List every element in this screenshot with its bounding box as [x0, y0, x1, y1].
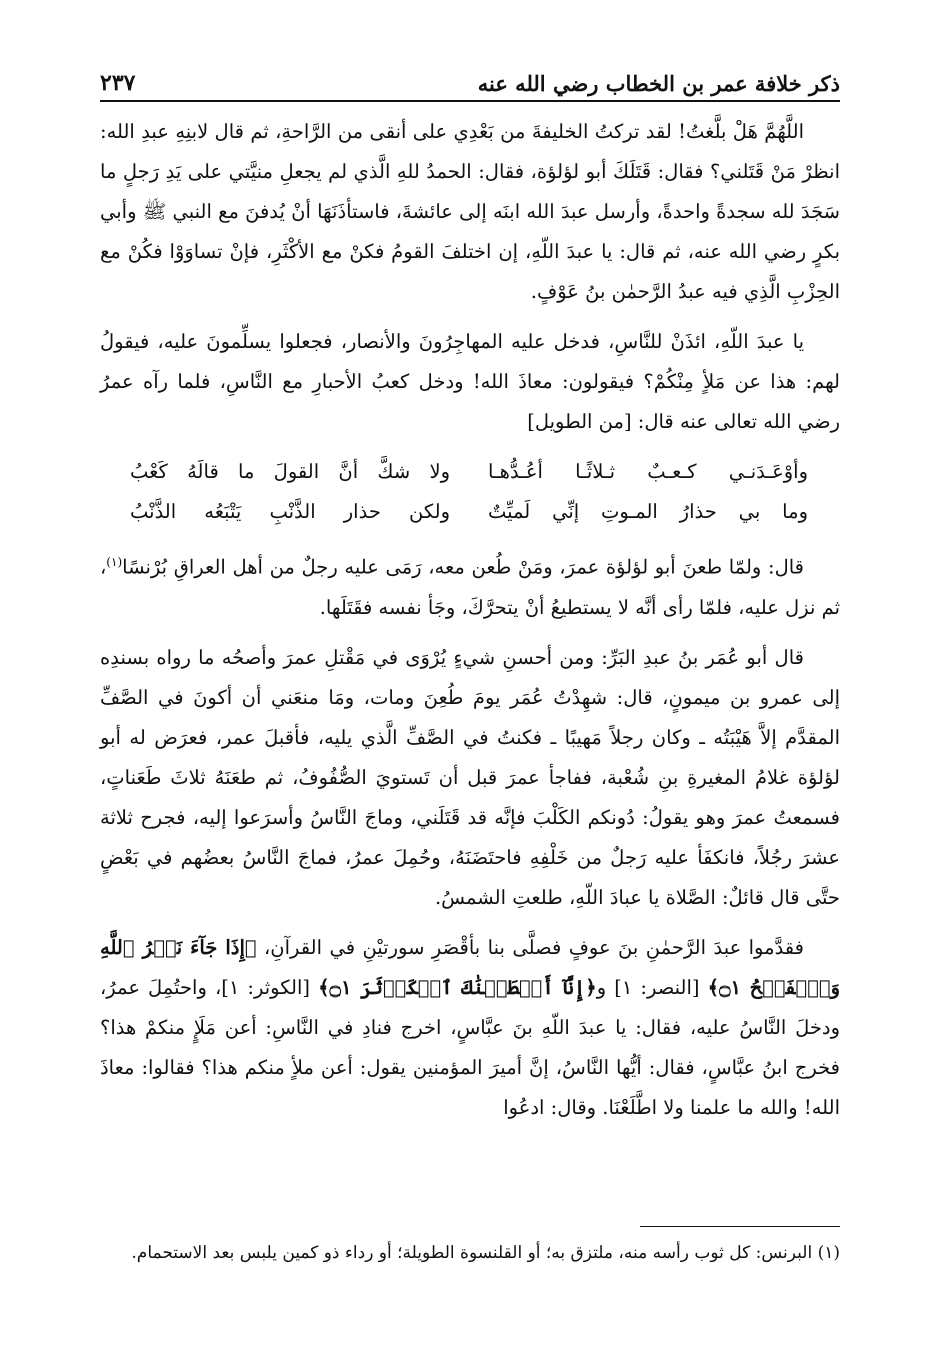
paragraph-text: ، واحتُمِلَ عمرُ، ودخلَ النَّاسُ عليه، فقال: يا عبدَ اللّهِ بنَ عبَّاسٍ، اخرج فنادِ في النَّاسِ: أعن مَلَإٍ منكمْ هذا؟ فخرج ابنُ عبَّاسٍ، فقال: أيُّها النَّاسُ، إنَّ أميرَ المؤمنين يقول: أعن ملأٍ منكم هذا؟ فقالوا: معاذَ الله! والله ما علمنا ولا اطَّلَعْنَا. وقال: ادعُوا: [100, 975, 840, 1119]
verse-line: [100, 452, 840, 492]
verse-second-hemistich: ولا شكَّ أنَّ القولَ ما قالَهُ كَعْبُ: [130, 460, 450, 483]
verse-first-hemistich: وما بي حذارُ المـوتِ إنِّي لَميِّتٌ: [488, 500, 808, 523]
paragraph: اللَّهُمَّ هَلْ بلَّغتُ! لقد تركتُ الخليفةَ من بَعْدِي على أنقى من الرَّاحةِ، ثم قال لابنِهِ عبدِ الله: انظرْ مَنْ قَتَلني؟ فقال: قَتَلَكَ أبو لؤلؤة، فقال: الحمدُ للهِ الَّذي لم يجعلِ منيَّتي على يَدِ رَجلٍ ما سَجَدَ لله سجدةً واحدةً، وأرسل عبدَ الله ابنَه إلى عائشةَ، فاستأذَنَهَا أنْ يُدفنَ مع النبي ﷺ وأبي بكرٍ رضي الله عنه، ثم قال: يا عبدَ اللّهِ، إن اختلفَ القومُ فكنْ مع الأكْثَرِ، فإنْ تساوَوْا فكُنْ مع الحِزْبِ الَّذِي فيه عبدُ الرَّحمٰن بنُ عَوْفٍ.: [100, 120, 840, 303]
main-text: [100, 112, 840, 1138]
running-title: ذكر خلافة عمر بن الخطاب رضي الله عنه: [477, 71, 840, 96]
poem: [100, 452, 840, 532]
quran-verse: ﴿إِنَّآ أَعۡطَيۡنَٰكَ ٱلۡكَوۡثَرَ ۝١﴾: [318, 975, 597, 999]
verse-first-hemistich: وأوْعَـدَنـي كـعـبٌ ثـلاثًـا أعُـدُّهـا: [488, 460, 808, 483]
page-number: ٢٣٧: [100, 70, 136, 96]
paragraph: [100, 542, 840, 628]
footnote-reference: (١): [106, 555, 123, 569]
poetry-meter: [من الطويل]: [527, 410, 632, 433]
paragraph-text: يا عبدَ اللّهِ، ائذَنْ للنَّاسِ، فدخل عليه المهاجِرُونَ والأنصار، فجعلوا يسلِّمونَ عليه، فيقولُ لهم: هذا عن مَلأٍ مِنْكُمْ؟ فيقولون: معاذَ الله! ودخل كعبُ الأحبارِ مع النَّاسِ، فلما رآه عمرُ رضي الله تعالى عنه قال:: [100, 330, 840, 433]
quran-reference: [الكوثر: ١]: [221, 975, 310, 999]
verse-line: [100, 492, 840, 532]
paragraph: قال أبو عُمَر بنُ عبدِ البَرِّ: ومن أحسنِ شيءٍ يُرْوَى في مَقْتلِ عمرَ وأصحُه ما رواه بسندِه إلى عمرو بن ميمونٍ، قال: شهِدْتُ عُمَر يومَ طُعِنَ ومات، ومَا منعَني أن أكونَ في الصَّفِّ المقدَّم إلاَّ هَيْبَتُه ـ وكان رجلاً مَهيبًا ـ فكنتُ في الصَّفِّ الَّذي يليه، فأقبلَ عمر، فعرَض له أبو لؤلؤة غلامُ المغيرةِ بنِ شُعْبة، ففاجأ عمرَ قبل أن تَستويَ الصُّفُوفُ، ثم طعَنَهُ ثلاثَ طَعَناتٍ، فسمعتُ عمرَ وهو يقولُ: دُونكم الكَلْبَ فإنَّه قد قَتَلَني، وماجَ النَّاسُ وأسرَعوا إليه، فجرح ثلاثة عشرَ رجُلاً، فانكفَأ عليه رَجلٌ من خَلْفِهِ فاحتَضَنَهُ، وحُمِلَ عمرُ، فماجَ النَّاسُ بعضُهم في بَعْضٍ حتَّى قال قائلٌ: الصَّلاة يا عبادَ اللّهِ، طلعتِ الشمسُ.: [100, 645, 840, 909]
paragraph: [100, 322, 840, 442]
verse-second-hemistich: ولكن حذار الذَّنْبِ يَتْبَعُه الذَّنْبُ: [130, 500, 450, 523]
quran-verse: ﴿إِذَا جَآءَ نَصۡرُ ٱللَّهِ وَٱلۡفَتۡحُ ۝١﴾: [100, 935, 841, 999]
paragraph-text: قال: ولمّا طعنَ أبو لؤلؤة عمرَ، ومَنْ طُعن معه، رَمَى عليه رجلٌ من أهل العراقِ بُرْنسًا: [122, 555, 804, 579]
conjunction: و: [596, 975, 615, 999]
footnote: (١) البرنس: كل ثوب رأسه منه، ملتزق به؛ أو القلنسوة الطويلة؛ أو رداء ذو كمين يلبس بعد الاستحمام.: [131, 1243, 840, 1263]
quran-reference: [النصر: ١]: [614, 975, 700, 999]
paragraph-text: فقدَّموا عبدَ الرَّحمٰنِ بنَ عوفٍ فصلَّى بنا بأقْصَرِ سورتيْنِ في القرآنِ،: [264, 935, 804, 959]
paragraph: [100, 928, 840, 1128]
page-header: [100, 60, 840, 102]
footnote-divider: [640, 1226, 840, 1227]
paragraph-text: ، ثم نزل عليه، فلمّا رأى أنَّه لا يستطيعُ أنْ يتحرَّكَ، وجَأ نفسه فقَتَلَها.: [100, 555, 840, 619]
